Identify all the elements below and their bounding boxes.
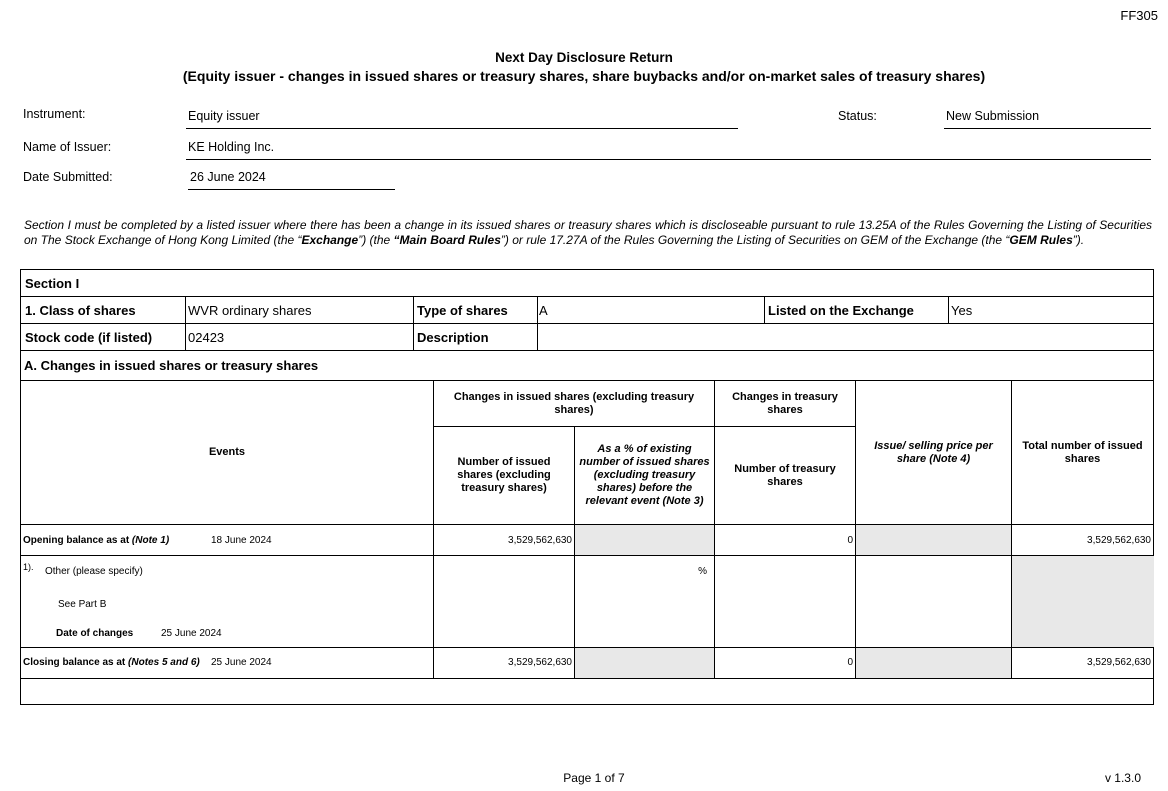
intro-gem: GEM Rules (1009, 233, 1073, 247)
issued-number-header: Number of issued shares (excluding treasury shares) (457, 456, 551, 494)
title-line-1: Next Day Disclosure Return (495, 50, 673, 65)
issuer-field: KE Holding Inc. (186, 140, 1151, 160)
event-total-shade (1011, 556, 1154, 647)
closing-balance-label (23, 657, 200, 668)
page-number: Page 1 of 7 (563, 771, 625, 785)
closing-note: (Notes 5 and 6) (128, 657, 200, 668)
intro-main-board: “Main Board Rules (393, 233, 501, 247)
issued-pct-header: As a % of existing number of issued shares (excluding treasury shares) before the relevant event (Note 3) (579, 443, 710, 507)
events-header: Events (208, 446, 246, 458)
date-submitted-label: Date Submitted: (23, 170, 113, 184)
treasury-shares-group-header: Changes in treasury shares (732, 390, 838, 416)
intro-exchange: Exchange (301, 233, 359, 247)
part-a-title: A. Changes in issued shares or treasury shares (24, 358, 319, 373)
listed-label: Listed on the Exchange (768, 303, 914, 318)
opening-balance-label (23, 535, 169, 546)
closing-date: 25 June 2024 (211, 657, 272, 668)
intro-paragraph (24, 218, 1152, 248)
event-detail: See Part B (58, 599, 107, 610)
stock-code-value: 02423 (188, 330, 225, 345)
closing-label-text: Closing balance as at (23, 657, 129, 668)
page-title (0, 49, 1168, 85)
issuer-label: Name of Issuer: (23, 140, 112, 154)
intro-text-4: ”). (1072, 233, 1085, 247)
total-issued-header: Total number of issued shares (1022, 439, 1143, 465)
opening-note: (Note 1) (131, 535, 170, 546)
section-frame (20, 269, 1154, 705)
opening-treasury-value: 0 (847, 535, 853, 546)
opening-issued-value: 3,529,562,630 (508, 535, 572, 546)
listed-value: Yes (951, 303, 973, 318)
class-of-shares-value: WVR ordinary shares (188, 303, 312, 318)
class-of-shares-label: 1. Class of shares (25, 303, 136, 318)
version-label: v 1.3.0 (1104, 771, 1141, 785)
date-submitted-field: 26 June 2024 (188, 170, 395, 190)
title-line-2: (Equity issuer - changes in issued shares or treasury shares, share buybacks and/or on-market sales of treasury shares) (182, 68, 986, 84)
treasury-number-header: Number of treasury shares (734, 462, 836, 488)
opening-label-text: Opening balance as at (23, 535, 132, 546)
closing-price-shade (855, 648, 1011, 678)
event-date-label: Date of changes (56, 628, 134, 639)
closing-issued-value: 3,529,562,630 (508, 657, 572, 668)
instrument-label: Instrument: (23, 107, 86, 121)
event-pct-symbol: % (698, 566, 707, 577)
stock-code-label: Stock code (if listed) (25, 330, 153, 345)
section-title: Section I (25, 276, 80, 291)
issued-shares-group-header: Changes in issued shares (excluding treasury shares) (453, 390, 695, 416)
event-date-value: 25 June 2024 (161, 628, 222, 639)
type-of-shares-value: A (539, 303, 548, 318)
closing-total-value: 3,529,562,630 (1087, 657, 1151, 668)
event-type: Other (please specify) (45, 566, 143, 577)
status-field: New Submission (944, 109, 1151, 129)
type-of-shares-label: Type of shares (417, 303, 508, 318)
opening-date: 18 June 2024 (211, 535, 272, 546)
intro-text-2: ”) (the (358, 233, 394, 247)
intro-text-3: ”) or rule 17.27A of the Rules Governing the Listing of Securities on GEM of the Exchange (the “ (500, 233, 1010, 247)
intro-text-1: Section I must be completed by a listed issuer where there has been a change in its issued shares or treasury shares which is discloseable pursuant to rule 13.25A of the Rules Governing the Listing of Securities on The Stock Exchange of Hong Kong Limited (the “ (24, 218, 1152, 247)
status-label: Status: (838, 109, 877, 123)
closing-pct-shade (574, 648, 714, 678)
form-code: FF305 (1120, 8, 1158, 23)
price-header: Issue/ selling price per share (Note 4) (874, 439, 993, 465)
opening-price-shade (855, 525, 1011, 555)
opening-pct-shade (574, 525, 714, 555)
description-label: Description (417, 330, 489, 345)
instrument-field: Equity issuer (186, 109, 738, 129)
opening-total-value: 3,529,562,630 (1087, 535, 1151, 546)
event-index: 1). (23, 562, 34, 572)
closing-treasury-value: 0 (847, 657, 853, 668)
